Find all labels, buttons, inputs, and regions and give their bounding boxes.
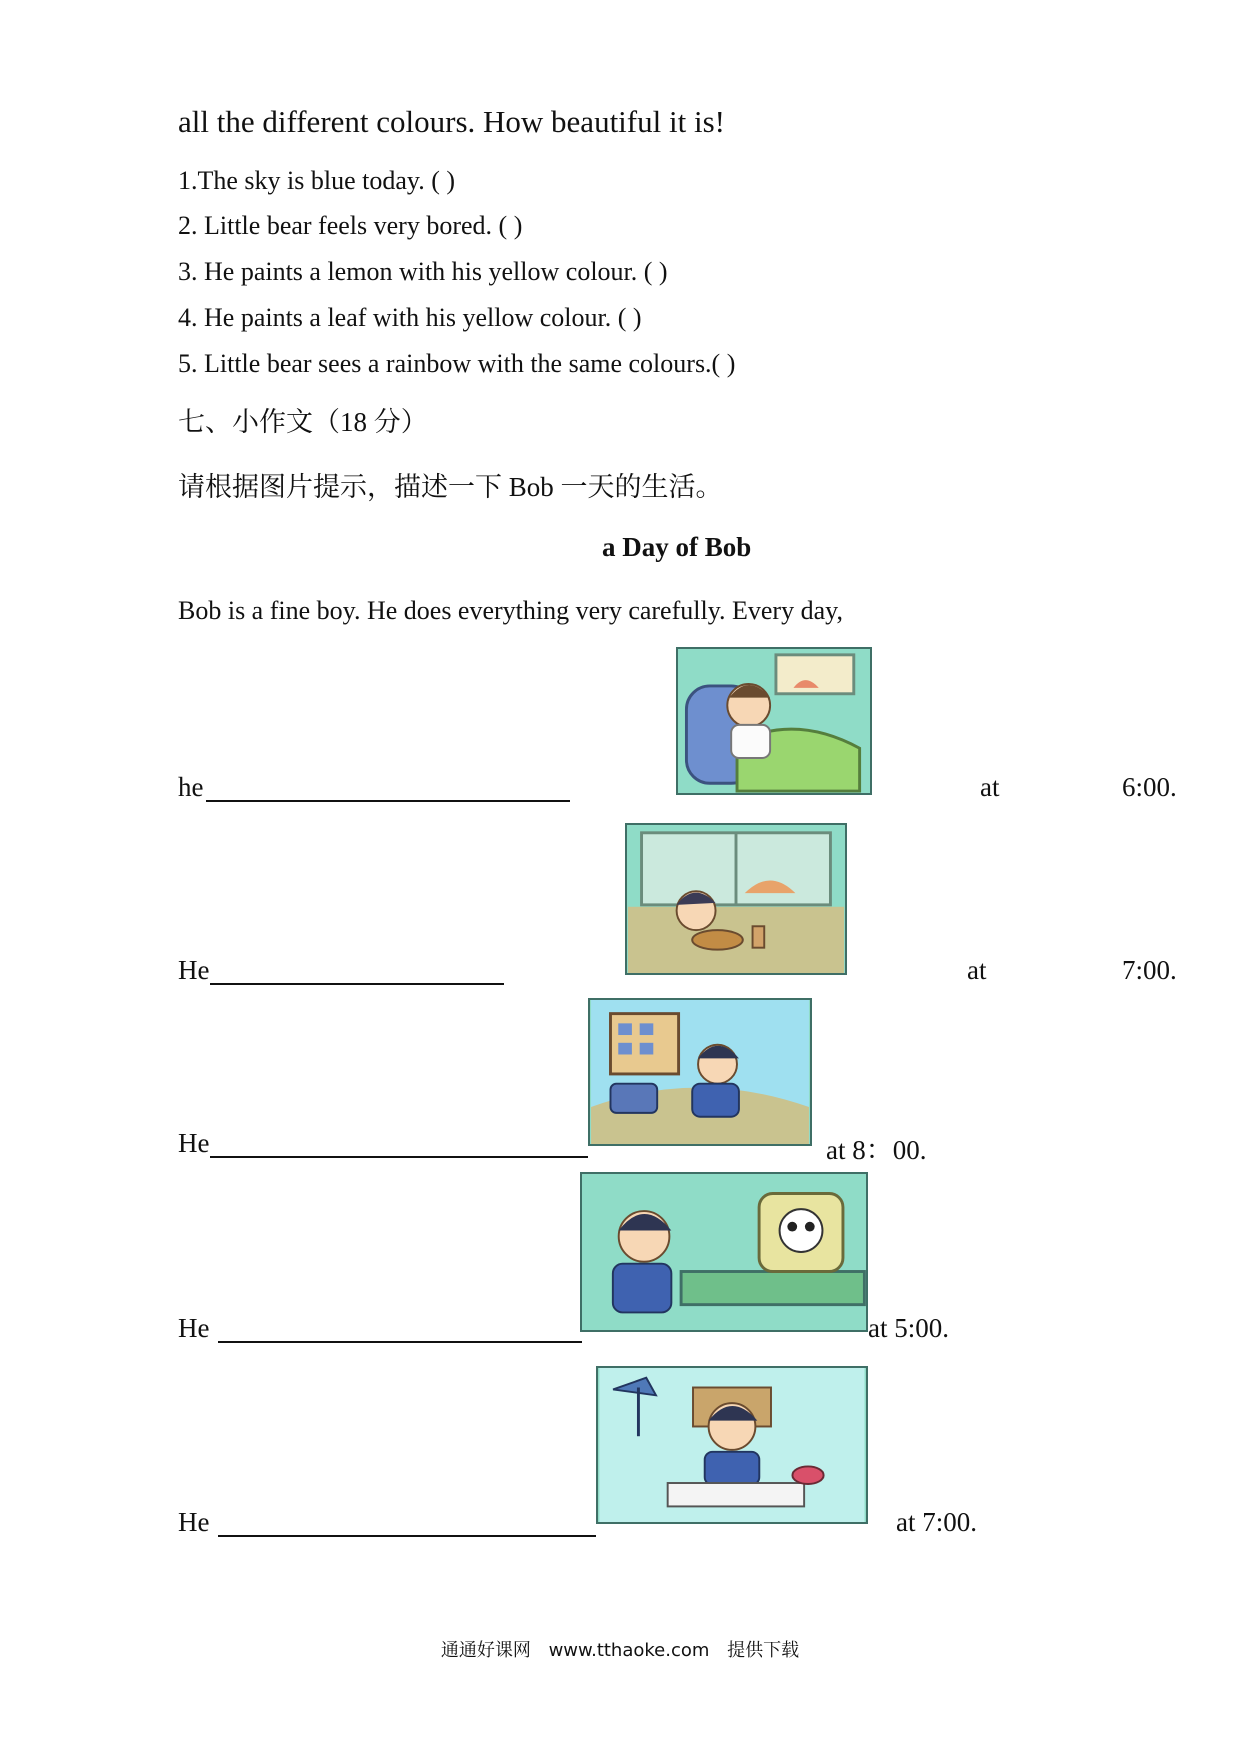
question-5: 5. Little bear sees a rainbow with the same colours.( ) [178,349,736,378]
boy-waking-up-in-bed-icon [676,647,872,795]
row-1-time: 6:00. [1122,772,1177,802]
row-4-subject: He [178,1313,210,1343]
row-5-at-time: at 7:00. [896,1507,977,1537]
row-1-subject: he [178,772,204,802]
row-2-time: 7:00. [1122,955,1177,985]
essay-title: a Day of Bob [602,532,752,562]
row-2-at: at [967,955,987,985]
question-1: 1.The sky is blue today. ( ) [178,166,456,195]
footer-url[interactable]: www.tthaoke.com [548,1640,710,1661]
row-4-at-time: at 5:00. [868,1313,949,1343]
row-5-answer-blank[interactable] [218,1535,596,1537]
footer-site-name: 通通好课网 [440,1640,531,1661]
question-3: 3. He paints a lemon with his yellow colour. ( ) [178,257,668,286]
row-4-answer-blank[interactable] [218,1341,582,1343]
boy-watching-tv-icon [580,1172,868,1332]
section-heading: 七、小作文（18 分） [178,407,428,437]
boy-walking-to-school-icon [588,998,812,1146]
row-3-at-time: at 8：00. [826,1135,927,1165]
row-5-subject: He [178,1507,210,1537]
page-footer [0,1636,1240,1662]
question-2: 2. Little bear feels very bored. ( ) [178,211,523,240]
row-2-answer-blank[interactable] [210,983,504,985]
boy-doing-homework-icon [596,1366,868,1524]
essay-lead: Bob is a fine boy. He does everything very carefully. Every day, [178,596,843,625]
row-2-subject: He [178,955,210,985]
row-3-answer-blank[interactable] [210,1156,588,1158]
boy-eating-breakfast-icon [625,823,847,975]
instruction: 请根据图片提示，描述一下 Bob 一天的生活。 [178,472,723,502]
row-1-at: at [980,772,1000,802]
question-4: 4. He paints a leaf with his yellow colour. ( ) [178,303,642,332]
row-3-subject: He [178,1128,210,1158]
row-1-answer-blank[interactable] [206,800,570,802]
footer-suffix: 提供下载 [727,1640,800,1661]
intro-line: all the different colours. How beautiful it is! [178,104,725,139]
